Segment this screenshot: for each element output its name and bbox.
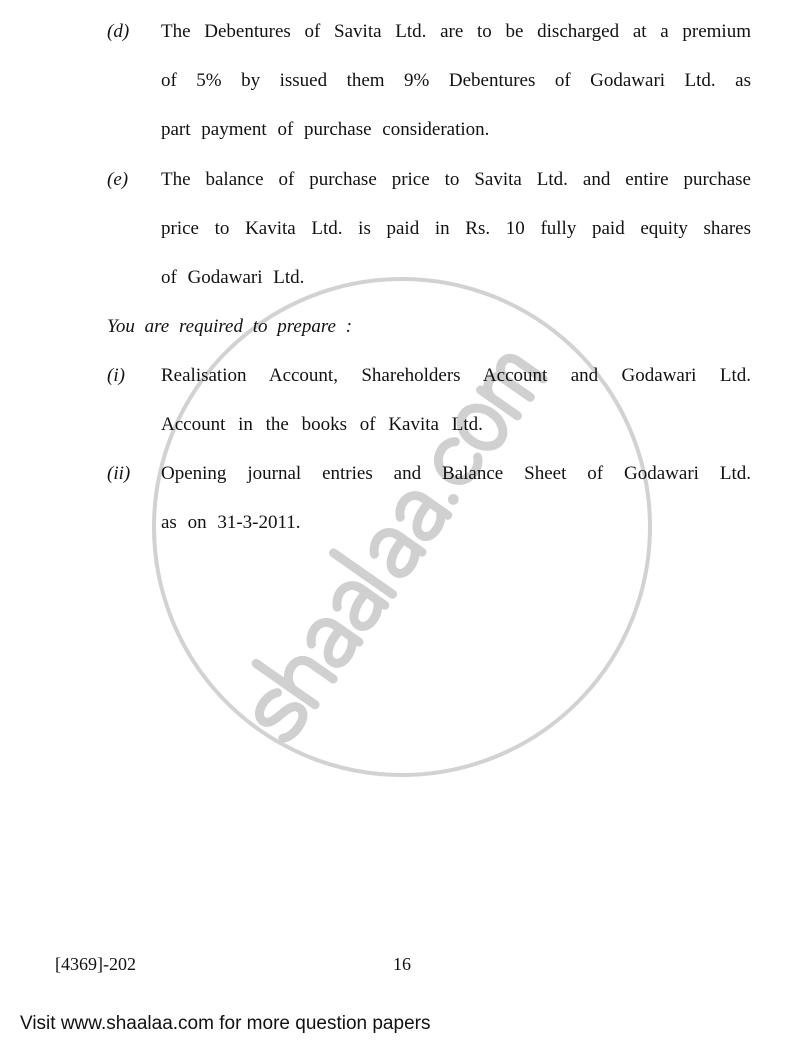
visit-note: Visit www.shaalaa.com for more question papers bbox=[20, 1013, 431, 1034]
task-label: (ii) bbox=[107, 463, 131, 484]
task-text-line: as on 31-3-2011. bbox=[161, 512, 301, 533]
task-label: (i) bbox=[107, 365, 125, 386]
item-text-line: price to Kavita Ltd. is paid in Rs. 10 fully paid equity shares bbox=[161, 218, 751, 239]
item-text-line: of 5% by issued them 9% Debentures of Godawari Ltd. as bbox=[161, 70, 751, 91]
item-text-line: part payment of purchase consideration. bbox=[161, 119, 490, 140]
page-number: 16 bbox=[393, 954, 411, 974]
item-text-line: of Godawari Ltd. bbox=[161, 267, 305, 288]
item-label: (e) bbox=[107, 169, 129, 190]
task-text-line: Account in the books of Kavita Ltd. bbox=[161, 414, 483, 435]
item-label: (d) bbox=[107, 21, 130, 42]
item-text-line: The balance of purchase price to Savita Ltd. and entire purchase bbox=[161, 169, 751, 190]
paper-code: [4369]-202 bbox=[55, 954, 136, 974]
instruction-heading: You are required to prepare : bbox=[107, 316, 353, 337]
item-text-line: The Debentures of Savita Ltd. are to be discharged at a premium bbox=[161, 21, 751, 42]
task-text-line: Opening journal entries and Balance Sheet of Godawari Ltd. bbox=[161, 463, 751, 484]
task-text-line: Realisation Account, Shareholders Account and Godawari Ltd. bbox=[161, 365, 751, 386]
